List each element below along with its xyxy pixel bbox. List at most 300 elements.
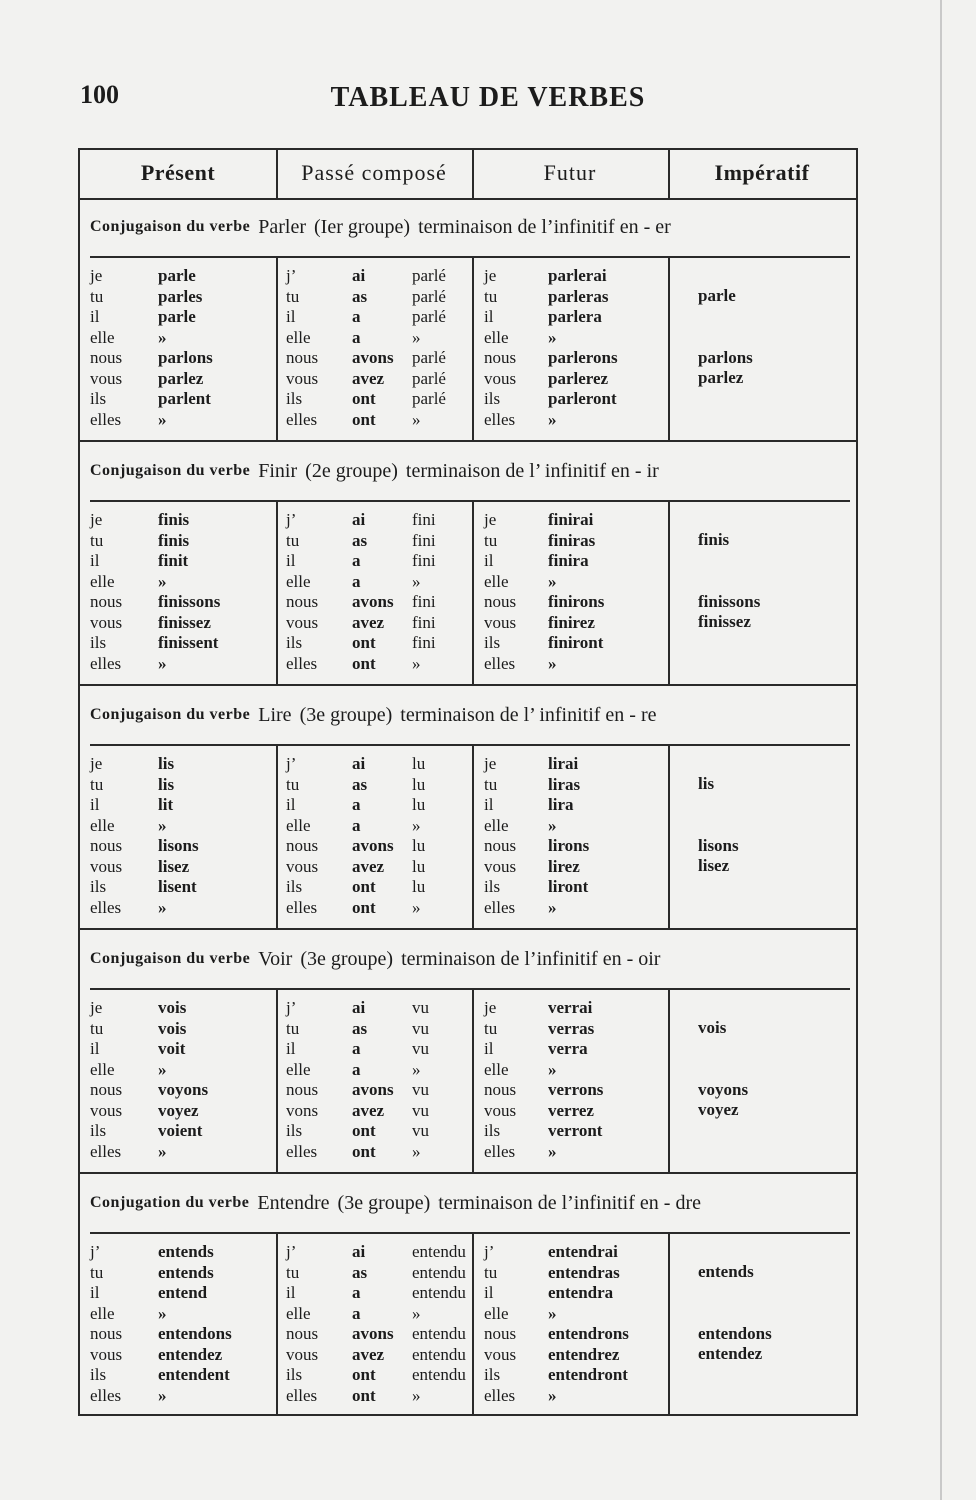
pronoun: il	[484, 795, 494, 814]
auxiliary: ai	[352, 1242, 366, 1261]
verb-form: finis	[158, 530, 190, 550]
pronoun: elles	[90, 1385, 122, 1405]
verb-form: liras	[548, 774, 581, 794]
banner-prefix: Conjugaison du verbe	[90, 950, 251, 967]
verb-form: finissons	[158, 592, 221, 611]
auxiliary: as	[352, 1262, 368, 1282]
verb-form: entendra	[548, 1283, 614, 1302]
pronoun: elles	[286, 897, 318, 917]
auxiliary: a	[352, 795, 361, 814]
futur-column	[472, 502, 668, 684]
pronoun: elles	[484, 1141, 516, 1161]
verb-form: »	[548, 653, 557, 673]
verb-form: liront	[548, 877, 589, 896]
pronoun: j’	[286, 510, 297, 529]
table-header-row	[80, 150, 856, 200]
verb-form: »	[158, 409, 167, 429]
participle: vu	[412, 1100, 429, 1120]
header-present: Présent	[140, 160, 216, 185]
auxiliary: ont	[352, 653, 376, 673]
verb-form: verra	[548, 1039, 588, 1058]
participle: fini	[412, 633, 436, 652]
pronoun: ils	[484, 1365, 501, 1384]
verb-form: voit	[158, 1039, 186, 1058]
imperatif-column	[668, 1234, 856, 1416]
verb-form: entends	[158, 1242, 214, 1261]
verb-form: finissez	[158, 612, 211, 632]
participle: entendu	[412, 1283, 466, 1302]
verb-form: verrai	[548, 998, 593, 1017]
auxiliary: a	[352, 815, 361, 835]
verb-form: finiront	[548, 633, 604, 652]
pronoun: elle	[286, 815, 311, 835]
page-title: TABLEAU DE VERBES	[330, 82, 646, 113]
pronoun: nous	[286, 592, 319, 611]
verb-form: »	[158, 1141, 167, 1161]
pronoun: tu	[286, 1018, 300, 1038]
participle: parlé	[412, 348, 446, 367]
pronoun: elles	[484, 897, 516, 917]
verb-section-voir	[80, 930, 856, 1174]
verb-form: »	[548, 571, 557, 591]
banner-group: (3e groupe)	[300, 947, 394, 970]
banner-group: (2e groupe)	[305, 459, 398, 482]
pronoun: tu	[286, 286, 300, 306]
banner-ending: terminaison de l’ infinitif en - re	[400, 703, 657, 726]
pronoun: tu	[90, 286, 104, 306]
pronoun: nous	[484, 592, 517, 611]
banner-ending: terminaison de l’infinitif en - er	[418, 215, 671, 238]
banner-group: (3e groupe)	[299, 703, 393, 726]
futur-column	[472, 1234, 668, 1416]
pronoun: ils	[286, 1121, 303, 1140]
verb-form: voient	[158, 1121, 203, 1140]
verb-form: entendent	[158, 1365, 230, 1384]
pronoun: elle	[286, 571, 311, 591]
verb-form: lirons	[548, 836, 590, 855]
participle: »	[412, 1385, 421, 1405]
imperatif-column	[668, 746, 856, 928]
header-imperatif: Impératif	[714, 160, 810, 185]
pronoun: je	[90, 266, 103, 285]
header-futur: Futur	[543, 160, 597, 185]
verb-section-entendre	[80, 1174, 856, 1418]
pronoun: vous	[90, 1344, 123, 1364]
imperative-form: lisons	[698, 836, 739, 855]
verb-form: parleront	[548, 389, 617, 408]
auxiliary: a	[352, 1283, 361, 1302]
pronoun: ils	[286, 389, 303, 408]
banner-prefix: Conjugaison du verbe	[90, 706, 251, 723]
verb-form: entendez	[158, 1344, 223, 1364]
verb-form: »	[548, 327, 557, 347]
verb-form: »	[158, 1385, 167, 1405]
futur-column	[472, 258, 668, 440]
verb-banner	[90, 198, 850, 258]
participle: »	[412, 1141, 421, 1161]
participle: vu	[412, 1121, 429, 1140]
verb-form: finirez	[548, 612, 595, 632]
present-column	[80, 502, 276, 684]
verb-form: finis	[158, 510, 190, 529]
auxiliary: a	[352, 1303, 361, 1323]
participle: lu	[412, 795, 426, 814]
verb-form: »	[548, 1059, 557, 1079]
verb-form: lirai	[548, 754, 579, 773]
pronoun: elle	[286, 1059, 311, 1079]
auxiliary: ont	[352, 897, 376, 917]
participle: parlé	[412, 266, 446, 285]
header-passe-compose: Passé composé	[301, 160, 447, 185]
page-number: 100	[80, 80, 119, 109]
pronoun: nous	[286, 348, 319, 367]
pronoun: il	[286, 1283, 296, 1302]
pronoun: tu	[484, 774, 498, 794]
pronoun: il	[484, 1039, 494, 1058]
verb-form: verrons	[548, 1080, 604, 1099]
verb-form: »	[158, 1059, 167, 1079]
participle: lu	[412, 836, 426, 855]
participle: entendu	[412, 1242, 466, 1261]
pronoun: il	[286, 1039, 296, 1058]
verb-form: »	[548, 1385, 557, 1405]
verb-banner	[90, 442, 850, 502]
participle: parlé	[412, 286, 446, 306]
passe-compose-column	[276, 746, 472, 928]
verb-form: entendront	[548, 1365, 628, 1384]
banner-ending: terminaison de l’infinitif en - oir	[401, 947, 661, 970]
pronoun: il	[90, 307, 100, 326]
pronoun: ils	[90, 633, 107, 652]
banner-verb: Voir	[258, 947, 293, 970]
pronoun: nous	[90, 836, 123, 855]
verb-form: voyons	[158, 1080, 209, 1099]
pronoun: vous	[484, 612, 517, 632]
pronoun: nous	[484, 1080, 517, 1099]
pronoun: j’	[286, 754, 297, 773]
pronoun: nous	[90, 1324, 123, 1343]
banner-verb: Entendre	[257, 1191, 330, 1214]
imperatif-column	[668, 990, 856, 1172]
auxiliary: avez	[352, 1100, 385, 1120]
verb-form: parlent	[158, 389, 211, 408]
auxiliary: ont	[352, 1385, 376, 1405]
imperative-form: parle	[698, 286, 736, 305]
pronoun: ils	[484, 877, 501, 896]
pronoun: il	[90, 1039, 100, 1058]
verb-form: »	[548, 815, 557, 835]
pronoun: vous	[484, 368, 517, 388]
verb-table	[78, 148, 858, 1416]
participle: parlé	[412, 368, 446, 388]
verb-form: entend	[158, 1283, 208, 1302]
conjugation-area	[80, 258, 856, 440]
auxiliary: ont	[352, 1365, 376, 1384]
imperative-form: entendez	[698, 1344, 763, 1363]
pronoun: tu	[90, 1018, 104, 1038]
verb-banner	[90, 930, 850, 990]
auxiliary: ai	[352, 510, 366, 529]
pronoun: il	[90, 551, 100, 570]
futur-column	[472, 990, 668, 1172]
participle: parlé	[412, 307, 446, 326]
pronoun: elles	[286, 409, 318, 429]
pronoun: elle	[90, 327, 115, 347]
verb-form: lisent	[158, 877, 197, 896]
pronoun: elles	[90, 1141, 122, 1161]
verb-section-finir	[80, 442, 856, 686]
pronoun: ils	[484, 1121, 501, 1140]
pronoun: ils	[484, 633, 501, 652]
verb-form: »	[548, 897, 557, 917]
banner-prefix: Conjugaison du verbe	[90, 218, 251, 235]
pronoun: je	[90, 510, 103, 529]
pronoun: tu	[484, 1262, 498, 1282]
pronoun: ils	[484, 389, 501, 408]
pronoun: il	[286, 307, 296, 326]
participle: parlé	[412, 389, 446, 408]
pronoun: elles	[286, 1141, 318, 1161]
pronoun: ils	[286, 1365, 303, 1384]
pronoun: elles	[90, 897, 122, 917]
verb-banner	[90, 686, 850, 746]
auxiliary: avons	[352, 592, 394, 611]
pronoun: vous	[286, 856, 319, 876]
pronoun: nous	[90, 592, 123, 611]
pronoun: je	[484, 510, 497, 529]
pronoun: elle	[286, 327, 311, 347]
pronoun: j’	[484, 1242, 495, 1261]
banner-ending: terminaison de l’infinitif en - dre	[438, 1191, 701, 1214]
banner-verb: Parler	[258, 215, 307, 238]
pronoun: elle	[484, 327, 509, 347]
present-column	[80, 990, 276, 1172]
pronoun: nous	[286, 1324, 319, 1343]
pronoun: elle	[90, 571, 115, 591]
pronoun: ils	[90, 1121, 107, 1140]
auxiliary: ont	[352, 633, 376, 652]
pronoun: nous	[484, 836, 517, 855]
verb-form: »	[158, 327, 167, 347]
imperative-form: entendons	[698, 1324, 772, 1343]
auxiliary: avez	[352, 368, 385, 388]
pronoun: je	[90, 754, 103, 773]
pronoun: il	[484, 1283, 494, 1302]
pronoun: nous	[286, 836, 319, 855]
pronoun: il	[90, 1283, 100, 1302]
participle: lu	[412, 877, 426, 896]
verb-form: finirai	[548, 510, 594, 529]
pronoun: je	[90, 998, 103, 1017]
pronoun: tu	[286, 774, 300, 794]
verb-form: parle	[158, 266, 196, 285]
imperative-form: finissez	[698, 612, 751, 631]
verb-section-lire	[80, 686, 856, 930]
imperative-form: vois	[698, 1018, 727, 1037]
auxiliary: as	[352, 530, 368, 550]
participle: »	[412, 571, 421, 591]
verb-form: voyez	[158, 1100, 199, 1120]
verb-form: »	[158, 897, 167, 917]
pronoun: elle	[90, 815, 115, 835]
conjugation-area	[80, 1234, 856, 1416]
verb-form: »	[158, 815, 167, 835]
pronoun: tu	[90, 530, 104, 550]
participle: »	[412, 653, 421, 673]
auxiliary: ai	[352, 266, 366, 285]
pronoun: vous	[90, 368, 123, 388]
pronoun: elles	[484, 1385, 516, 1405]
auxiliary: a	[352, 551, 361, 570]
pronoun: ils	[90, 877, 107, 896]
pronoun: tu	[90, 774, 104, 794]
pronoun: ils	[286, 633, 303, 652]
pronoun: je	[484, 998, 497, 1017]
page-edge-line	[940, 0, 942, 1500]
verb-form: parles	[158, 286, 203, 306]
pronoun: il	[90, 795, 100, 814]
pronoun: tu	[286, 1262, 300, 1282]
participle: vu	[412, 998, 429, 1017]
auxiliary: a	[352, 1039, 361, 1058]
participle: fini	[412, 612, 436, 632]
participle: »	[412, 897, 421, 917]
pronoun: il	[286, 551, 296, 570]
pronoun: j’	[90, 1242, 101, 1261]
verb-form: parlerai	[548, 266, 607, 285]
verb-banner	[90, 1174, 850, 1234]
pronoun: vous	[90, 856, 123, 876]
verb-form: entends	[158, 1262, 214, 1282]
verb-form: entendons	[158, 1324, 232, 1343]
auxiliary: a	[352, 307, 361, 326]
auxiliary: avons	[352, 836, 394, 855]
pronoun: elles	[286, 653, 318, 673]
verb-form: »	[158, 1303, 167, 1323]
verb-section-parler	[80, 198, 856, 442]
verb-form: lirez	[548, 856, 580, 876]
conjugation-area	[80, 990, 856, 1172]
pronoun: j’	[286, 266, 297, 285]
pronoun: j’	[286, 1242, 297, 1261]
auxiliary: a	[352, 327, 361, 347]
pronoun: elles	[90, 653, 122, 673]
pronoun: tu	[484, 1018, 498, 1038]
verb-form: lis	[158, 754, 175, 773]
participle: »	[412, 815, 421, 835]
pronoun: elle	[484, 815, 509, 835]
verb-form: lis	[158, 774, 175, 794]
pronoun: vous	[484, 856, 517, 876]
pronoun: elle	[484, 1303, 509, 1323]
present-column	[80, 1234, 276, 1416]
auxiliary: avons	[352, 1080, 394, 1099]
verb-form: »	[548, 1303, 557, 1323]
participle: entendu	[412, 1365, 466, 1384]
passe-compose-column	[276, 502, 472, 684]
passe-compose-column	[276, 990, 472, 1172]
imperatif-column	[668, 258, 856, 440]
conjugation-area	[80, 502, 856, 684]
verb-form: entendras	[548, 1262, 620, 1282]
pronoun: elles	[286, 1385, 318, 1405]
imperative-form: lisez	[698, 856, 730, 875]
passe-compose-column	[276, 1234, 472, 1416]
participle: entendu	[412, 1324, 466, 1343]
imperative-form: finissons	[698, 592, 761, 611]
pronoun: il	[286, 795, 296, 814]
auxiliary: avez	[352, 856, 385, 876]
imperative-form: voyons	[698, 1080, 749, 1099]
verb-form: parlera	[548, 307, 602, 326]
pronoun: il	[484, 307, 494, 326]
verb-form: parlez	[158, 368, 204, 388]
pronoun: ils	[286, 877, 303, 896]
verb-form: lit	[158, 795, 174, 814]
pronoun: vous	[90, 612, 123, 632]
auxiliary: ont	[352, 1121, 376, 1140]
auxiliary: avez	[352, 612, 385, 632]
futur-column	[472, 746, 668, 928]
verb-form: finissent	[158, 633, 219, 652]
pronoun: vous	[90, 1100, 123, 1120]
verb-form: finirons	[548, 592, 605, 611]
banner-prefix: Conjugaison du verbe	[90, 462, 251, 479]
imperative-form: parlez	[698, 368, 744, 387]
verb-form: parlons	[158, 348, 213, 367]
participle: fini	[412, 551, 436, 570]
participle: lu	[412, 754, 426, 773]
passe-compose-column	[276, 258, 472, 440]
pronoun: vous	[286, 612, 319, 632]
pronoun: nous	[484, 348, 517, 367]
verb-form: lisez	[158, 856, 190, 876]
pronoun: elle	[484, 571, 509, 591]
verb-form: entendrons	[548, 1324, 629, 1343]
auxiliary: ont	[352, 389, 376, 408]
participle: entendu	[412, 1262, 466, 1282]
pronoun: tu	[484, 530, 498, 550]
participle: »	[412, 409, 421, 429]
verb-form: finit	[158, 551, 189, 570]
banner-group: (Ier groupe)	[314, 215, 411, 238]
verb-form: lisons	[158, 836, 199, 855]
auxiliary: as	[352, 286, 368, 306]
banner-verb: Finir	[258, 459, 298, 482]
participle: entendu	[412, 1344, 466, 1364]
verb-form: »	[158, 571, 167, 591]
imperative-form: entends	[698, 1262, 754, 1281]
imperative-form: finis	[698, 530, 730, 549]
participle: »	[412, 327, 421, 347]
banner-prefix: Conjugation du verbe	[90, 1194, 250, 1211]
participle: fini	[412, 510, 436, 529]
pronoun: je	[484, 266, 497, 285]
auxiliary: avons	[352, 1324, 394, 1343]
verb-form: »	[548, 409, 557, 429]
present-column	[80, 258, 276, 440]
conjugation-area	[80, 746, 856, 928]
pronoun: vons	[286, 1100, 319, 1120]
pronoun: nous	[90, 1080, 123, 1099]
pronoun: ils	[90, 389, 107, 408]
verb-form: entendrai	[548, 1242, 618, 1261]
pronoun: ils	[90, 1365, 107, 1384]
auxiliary: a	[352, 1059, 361, 1079]
present-column	[80, 746, 276, 928]
imperative-form: parlons	[698, 348, 753, 367]
auxiliary: as	[352, 774, 368, 794]
